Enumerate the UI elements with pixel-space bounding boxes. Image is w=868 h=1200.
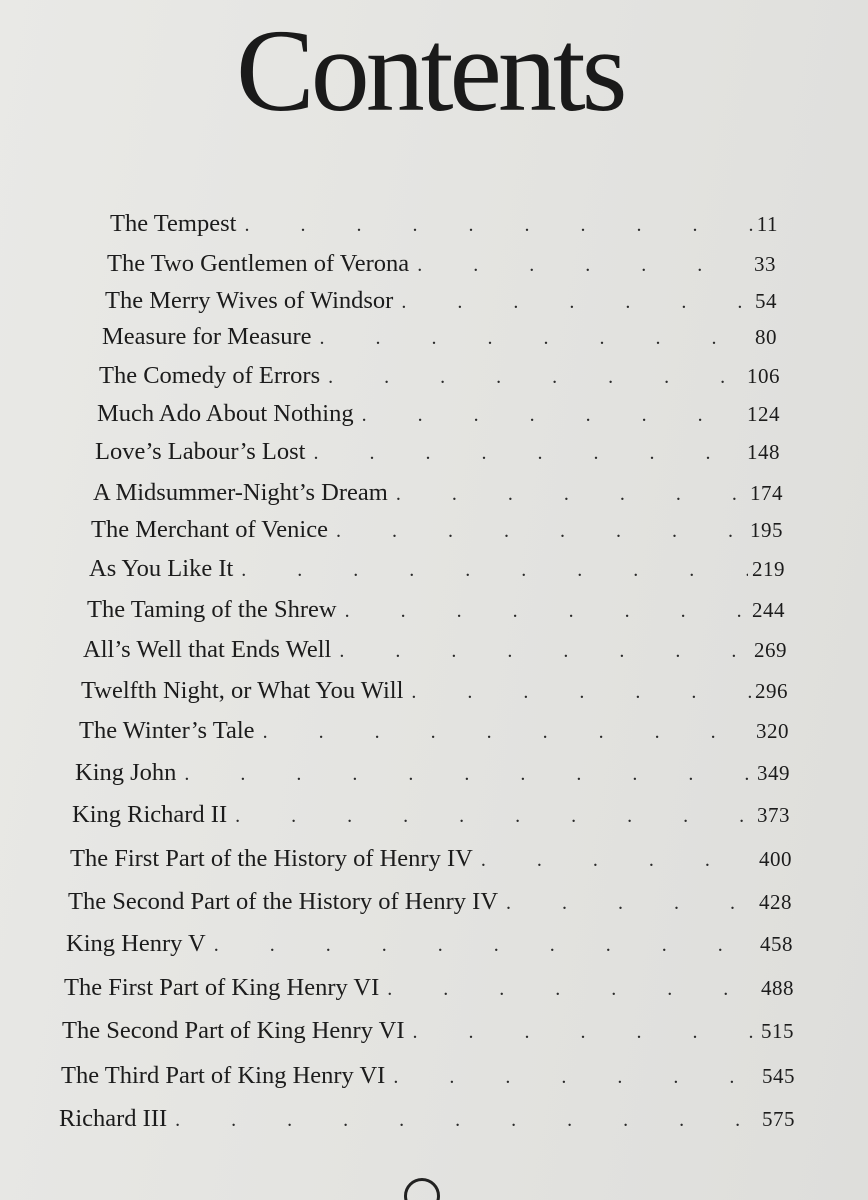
- dot-leader: [403, 681, 751, 704]
- toc-entry-title: Much Ado About Nothing: [97, 400, 354, 427]
- toc-entry-comedy-of-errors: [99, 362, 780, 396]
- toc-entry-page: 195: [750, 518, 783, 542]
- dot-leader: [498, 892, 755, 915]
- dot-leader: [227, 805, 753, 828]
- toc-entry-page: 320: [756, 719, 789, 743]
- page-title: Contents: [236, 5, 624, 136]
- dot-leader: [331, 640, 750, 663]
- dot-leader: [354, 404, 743, 427]
- toc-entry-henry-iv-part-2: [68, 888, 792, 922]
- dot-leader: [409, 254, 750, 277]
- toc-entry-title: The First Part of King Henry VI: [64, 974, 380, 1001]
- dot-leader: [312, 327, 751, 350]
- toc-entry-henry-vi-part-2: [62, 1017, 794, 1051]
- toc-entry-alls-well: [83, 636, 787, 670]
- toc-entry-page: 33: [754, 252, 776, 276]
- dot-leader: [473, 849, 755, 872]
- toc-entry-loves-labours: [95, 438, 780, 472]
- toc-entry-merchant: [91, 516, 783, 550]
- toc-entry-page: 106: [747, 364, 780, 388]
- toc-entry-henry-vi-part-3: [61, 1062, 795, 1096]
- toc-entry-page: 269: [754, 638, 787, 662]
- toc-entry-title: As You Like It: [89, 555, 234, 582]
- toc-entry-title: King Henry V: [66, 930, 206, 957]
- toc-entry-measure: [102, 323, 777, 357]
- toc-entry-page: 458: [760, 932, 793, 956]
- toc-entry-title: The Second Part of the History of Henry IV: [68, 888, 499, 915]
- toc-entry-page: 244: [752, 598, 785, 622]
- toc-entry-title: The Tempest: [110, 210, 237, 237]
- dot-leader: [236, 214, 752, 237]
- toc-entry-title: The Merchant of Venice: [91, 516, 328, 543]
- toc-entry-title: The Merry Wives of Windsor: [105, 287, 394, 314]
- toc-entry-title: The Winter’s Tale: [79, 717, 255, 744]
- toc-entry-page: 515: [761, 1019, 794, 1043]
- dot-leader: [176, 763, 753, 786]
- toc-entry-twelfth-night: [81, 677, 788, 711]
- toc-entry-tempest: [110, 210, 778, 244]
- toc-entry-title: Measure for Measure: [102, 323, 312, 350]
- toc-entry-page: 400: [759, 847, 792, 871]
- dot-leader: [337, 600, 748, 623]
- toc-entry-midsummer: [93, 479, 783, 513]
- toc-entry-title: King John: [75, 759, 177, 786]
- dot-leader: [404, 1021, 757, 1044]
- toc-entry-page: 296: [755, 679, 788, 703]
- toc-entry-page: 174: [750, 481, 783, 505]
- toc-entry-richard-ii: [72, 801, 790, 835]
- toc-entry-title: A Midsummer-Night’s Dream: [93, 479, 388, 506]
- toc-entry-title: Twelfth Night, or What You Will: [81, 677, 404, 704]
- dot-leader: [393, 291, 751, 314]
- toc-entry-taming: [87, 596, 785, 630]
- dot-leader: [385, 1066, 758, 1089]
- toc-entry-title: The Taming of the Shrew: [87, 596, 337, 623]
- toc-entry-page: 488: [761, 976, 794, 1000]
- toc-entry-title: The Two Gentlemen of Verona: [107, 250, 410, 277]
- toc-entry-page: 80: [755, 325, 777, 349]
- toc-entry-title: Love’s Labour’s Lost: [95, 438, 306, 465]
- toc-entry-king-john: [75, 759, 790, 793]
- toc-entry-henry-iv-part-1: [70, 845, 792, 879]
- toc-entry-title: Richard III: [59, 1105, 168, 1132]
- toc-entry-page: 545: [762, 1064, 795, 1088]
- toc-entry-page: 349: [757, 761, 790, 785]
- toc-entry-page: 11: [756, 212, 778, 236]
- toc-entry-title: The Second Part of King Henry VI: [62, 1017, 405, 1044]
- toc-entry-title: The Comedy of Errors: [99, 362, 321, 389]
- toc-entry-title: King Richard II: [72, 801, 228, 828]
- dot-leader: [167, 1109, 758, 1132]
- dot-leader: [306, 442, 744, 465]
- toc-entry-page: 148: [747, 440, 780, 464]
- toc-entry-henry-v: [66, 930, 793, 964]
- toc-entry-title: The Third Part of King Henry VI: [61, 1062, 386, 1089]
- toc-entry-page: 54: [755, 289, 777, 313]
- toc-entry-henry-vi-part-1: [64, 974, 794, 1008]
- dot-leader: [388, 483, 746, 506]
- toc-entry-much-ado: [97, 400, 780, 434]
- dot-leader: [206, 934, 756, 957]
- dot-leader: [379, 978, 757, 1001]
- toc-entry-richard-iii: [59, 1105, 795, 1139]
- dot-leader: [233, 559, 748, 582]
- toc-entry-page: 219: [752, 557, 785, 581]
- dot-leader: [320, 366, 743, 389]
- toc-entry-two-gentlemen: [107, 250, 776, 284]
- toc-entry-title: The First Part of the History of Henry IV: [70, 845, 473, 872]
- toc-entry-as-you-like-it: [89, 555, 785, 589]
- dot-leader: [255, 721, 752, 744]
- toc-entry-page: 428: [759, 890, 792, 914]
- toc-entry-merry-wives: [105, 287, 777, 321]
- toc-entry-page: 373: [757, 803, 790, 827]
- toc-entry-page: 575: [762, 1107, 795, 1131]
- dot-leader: [328, 520, 746, 543]
- toc-entry-title: All’s Well that Ends Well: [83, 636, 332, 663]
- toc-entry-winters-tale: [79, 717, 789, 751]
- toc-entry-page: 124: [747, 402, 780, 426]
